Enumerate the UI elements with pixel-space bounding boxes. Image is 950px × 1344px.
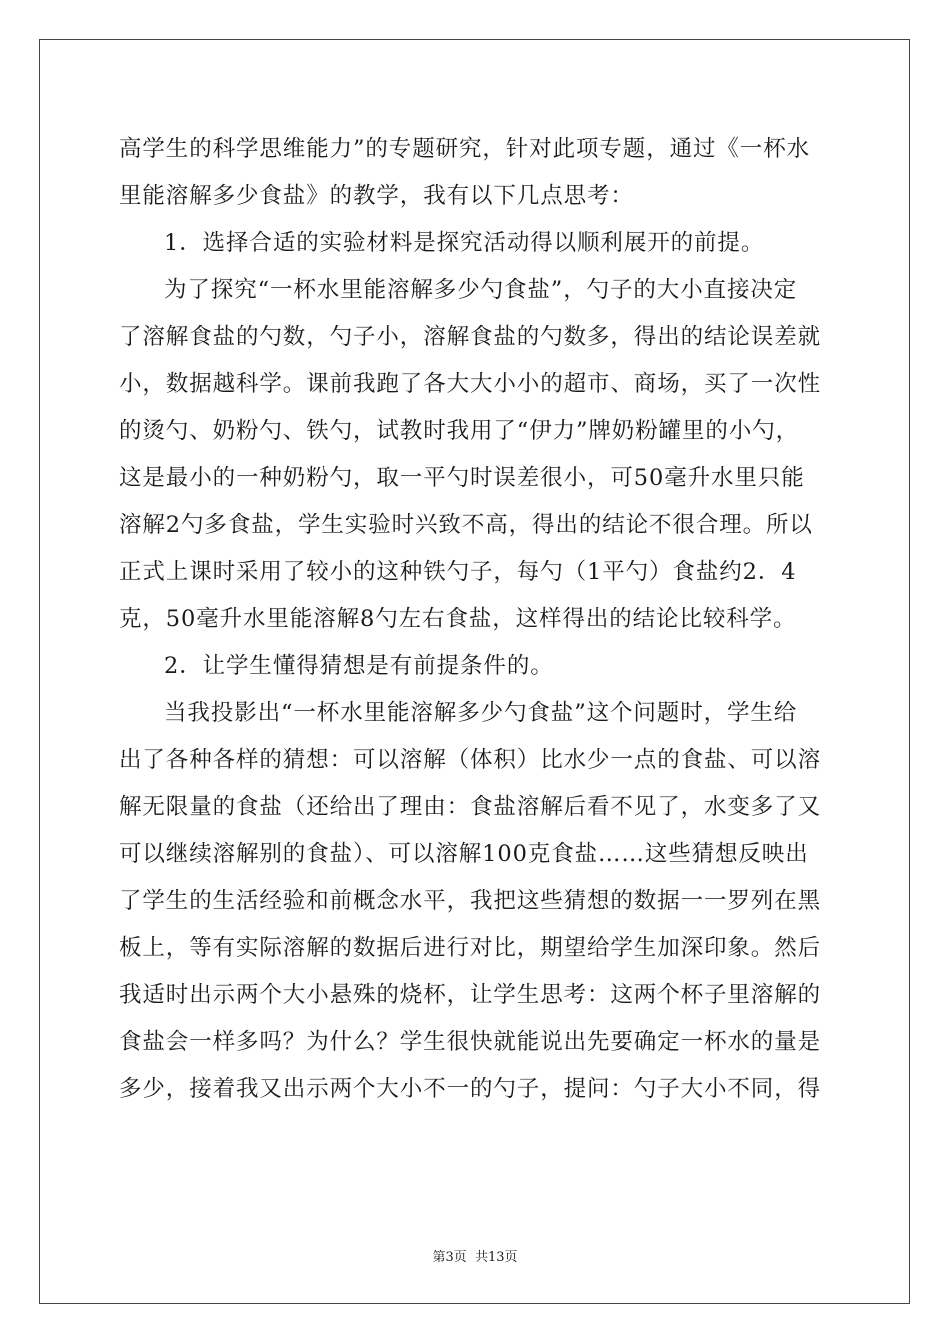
text-line: 多少，接着我又出示两个大小不一的勺子，提问：勺子大小不同，得	[119, 1076, 822, 1102]
text-line: 可以继续溶解别的食盐）、可以溶解100克食盐……这些猜想反映出	[119, 841, 809, 867]
text-line: 出了各种各样的猜想：可以溶解（体积）比水少一点的食盐、可以溶	[119, 747, 822, 773]
text-line: 了学生的生活经验和前概念水平，我把这些猜想的数据一一罗列在黑	[119, 888, 822, 914]
text-line: 板上，等有实际溶解的数据后进行对比，期望给学生加深印象。然后	[119, 935, 822, 961]
text-line: 克，50毫升水里能溶解8勺左右食盐，这样得出的结论比较科学。	[119, 606, 797, 632]
section-heading: 2．让学生懂得猜想是有前提条件的。	[164, 653, 554, 679]
section-heading: 1．选择合适的实验材料是探究活动得以顺利展开的前提。	[164, 230, 765, 256]
text-line: 我适时出示两个大小悬殊的烧杯，让学生思考：这两个杯子里溶解的	[119, 982, 822, 1008]
text-line: 溶解2勺多食盐，学生实验时兴致不高，得出的结论不很合理。所以	[119, 512, 813, 538]
page-total: 共13页	[474, 1250, 518, 1265]
page-footer	[0, 1249, 950, 1267]
text-line: 的烫勺、奶粉勺、铁勺，试教时我用了“伊力”牌奶粉罐里的小勺，	[119, 418, 800, 444]
text-line: 高学生的科学思维能力”的专题研究，针对此项专题，通过《一杯水	[119, 136, 811, 162]
text-line: 正式上课时采用了较小的这种铁勺子，每勺（1平勺）食盐约2．4	[119, 559, 797, 585]
text-line: 解无限量的食盐（还给出了理由：食盐溶解后看不见了，水变多了又	[119, 794, 822, 820]
text-line: 食盐会一样多吗？为什么？学生很快就能说出先要确定一杯水的量是	[119, 1029, 822, 1055]
text-line: 小，数据越科学。课前我跑了各大大小小的超市、商场，买了一次性	[119, 371, 822, 397]
text-line: 了溶解食盐的勺数，勺子小，溶解食盐的勺数多，得出的结论误差就	[119, 324, 822, 350]
document-body	[119, 126, 831, 1113]
paragraph-start-line: 为了探究“一杯水里能溶解多少勺食盐”，勺子的大小直接决定	[164, 277, 798, 303]
text-line: 里能溶解多少食盐》的教学，我有以下几点思考：	[119, 183, 634, 209]
page-number: 第3页	[432, 1250, 467, 1265]
paragraph-start-line: 当我投影出“一杯水里能溶解多少勺食盐”这个问题时，学生给	[164, 700, 798, 726]
text-line: 这是最小的一种奶粉勺，取一平勺时误差很小，可50毫升水里只能	[119, 465, 805, 491]
